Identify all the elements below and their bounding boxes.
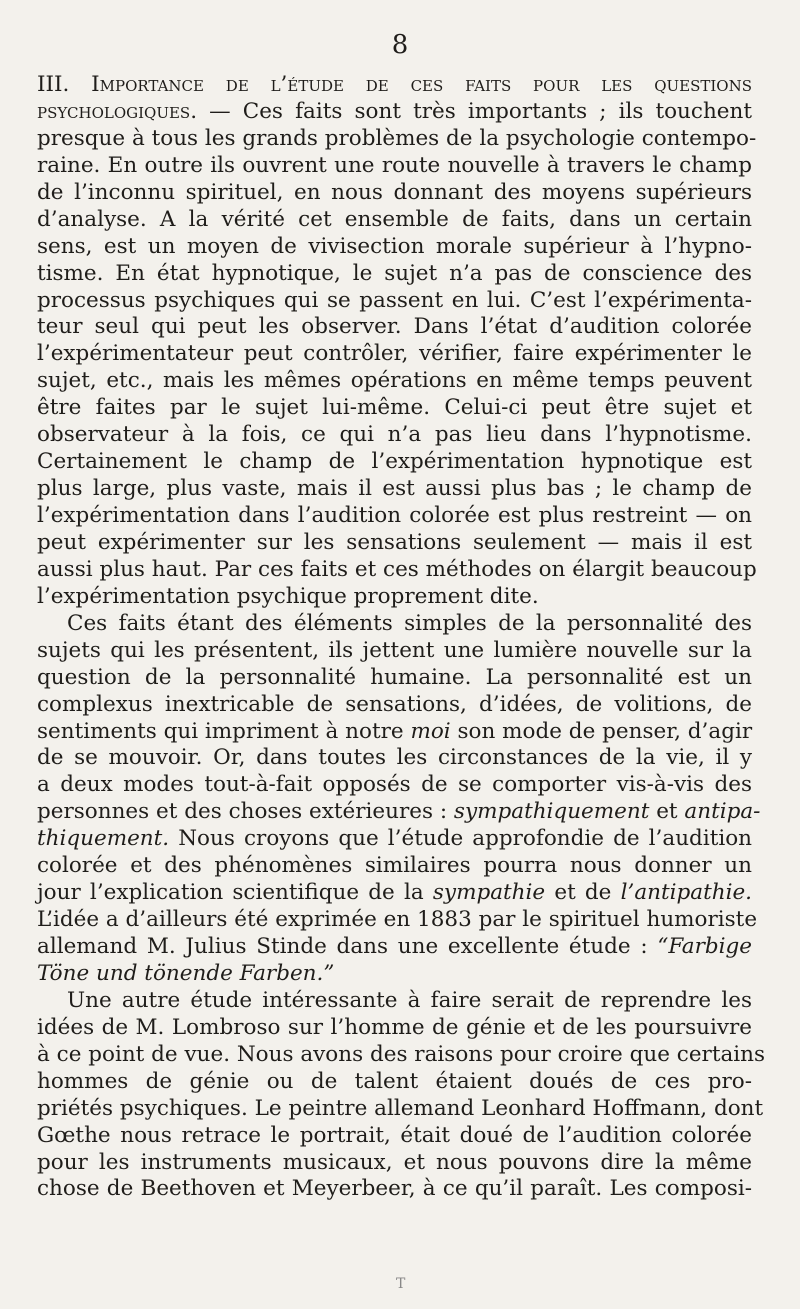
text-segment: observateur à la fois, ce qui n’a pas lieu dans l’hypnotisme. [37,422,752,448]
text-segment: Certainement le champ de l’expérimentation hypnotique est [37,449,752,475]
text-line [37,719,752,746]
body-text [37,72,766,1203]
text-line [37,72,752,99]
text-segment: de se mouvoir. Or, dans toutes les circonstances de la vie, il y [37,745,752,771]
text-segment: raine. En outre ils ouvrent une route nouvelle à travers le champ [37,152,752,178]
text-segment: personnes et des choses extérieures : [37,799,454,825]
text-segment: à ce point de vue. Nous avons des raisons pour croire que certains [37,1041,766,1067]
text-line [37,1041,766,1069]
text-segment: d’analyse. A la vérité cet ensemble de faits, dans un certain [37,206,752,232]
text-segment: teur seul qui peut les observer. Dans l’état d’audition colorée [37,314,752,340]
text-segment: priétés psychiques. Le peintre allemand Leonhard Hoffmann, dont [37,1095,764,1121]
page-number: 8 [391,30,409,60]
text-line [37,745,752,772]
footer-mark: T [396,1276,406,1292]
text-segment: question de la personnalité humaine. La personnalité est un [37,664,752,690]
text-line [37,153,752,180]
text-segment: a deux modes tout-à-fait opposés de se comporter vis-à-vis des [37,772,752,798]
text-segment: son mode de penser, d’agir [450,718,753,744]
text-line [37,961,752,988]
text-segment: Nous croyons que l’étude approfondie de l’audition [169,826,752,852]
text-line [37,799,761,826]
text-segment: l’antipathie. [620,880,753,906]
text-segment: sujet, etc., mais les mêmes opérations en même temps peuvent [37,368,752,394]
text-line [37,288,752,315]
text-segment: l’expérimentation psychique proprement dite. [37,583,539,609]
text-segment: l’expérimentation dans l’audition colorée est plus restreint — on [37,503,752,528]
text-segment: complexus inextricable de sensations, d’idées, de volitions, de [37,691,752,717]
text-segment: idées de M. Lombroso sur l’homme de génie et de les poursuivre [37,1014,752,1040]
text-segment: hommes de génie ou de talent étaient doués de ces pro- [37,1068,752,1094]
text-segment: sentiments qui impriment à notre [37,718,411,744]
text-line [37,988,752,1015]
text-line [37,1069,752,1096]
text-line [37,1015,752,1042]
text-segment: Gœthe nous retrace le portrait, était doué de l’audition colorée [37,1122,752,1148]
text-line [37,476,752,503]
text-line [37,368,752,395]
text-segment: tisme. En état hypnotique, le sujet n’a pas de conscience des [37,260,752,286]
text-line [37,395,752,422]
text-line [37,1176,752,1203]
text-segment: Töne und tönende Farben.” [37,960,335,986]
text-line [37,1123,752,1150]
text-segment: et de [545,880,621,906]
text-segment: “Farbige [657,934,752,959]
text-line [37,880,752,907]
text-segment: sens, est un moyen de vivisection morale supérieur à l’hypno- [37,233,752,259]
text-line [37,125,757,153]
text-segment: sympathie [432,880,546,906]
text-segment: presque à tous les grands problèmes de la psychologie contempo- [37,125,757,151]
text-line [37,772,752,799]
text-segment: moi [410,718,451,744]
text-segment: — Ces faits sont très importants ; ils touchent [197,98,752,124]
text-line [37,207,752,234]
text-segment: antipa- [684,799,761,825]
text-line [37,556,757,584]
text-line [37,99,752,126]
text-segment: Une autre étude intéressante à faire serait de reprendre les [67,987,752,1013]
text-segment: être faites par le sujet lui-même. Celui-ci peut être sujet et [37,395,752,421]
text-segment: plus large, plus vaste, mais il est aussi plus bas ; le champ de [37,476,752,502]
text-segment: chose de Beethoven et Meyerbeer, à ce qu’il paraît. Les composi- [37,1176,752,1202]
text-segment: jour l’explication scientifique de la [37,880,433,906]
text-line [37,180,752,207]
text-segment: processus psychiques qui se passent en lui. C’est l’expérimenta- [37,287,752,313]
text-line [37,853,752,880]
text-line [37,826,752,853]
text-segment: sujets qui les présentent, ils jettent une lumière nouvelle sur la [37,637,752,663]
text-segment: l’expérimentateur peut contrôler, vérifier, faire expérimenter le [37,341,752,367]
text-segment: colorée et des phénomènes similaires pourra nous donner un [37,853,752,879]
text-line [37,934,752,961]
text-line [37,261,752,288]
text-segment: peut expérimenter sur les sensations seulement — mais il est [37,529,752,555]
text-segment: psychologiques. [37,98,198,124]
text-line [37,611,752,638]
text-line [37,665,752,692]
text-line [37,907,758,934]
text-line [37,638,752,665]
text-line [37,449,752,476]
text-line [37,530,752,557]
text-segment: pour les instruments musicaux, et nous pouvons dire la même [37,1149,752,1175]
text-segment: III. Importance de l’étude de ces faits pour les questions [37,72,752,97]
text-line [37,234,752,261]
text-segment: allemand M. Julius Stinde dans une excellente étude : [37,934,658,959]
text-segment: L’idée a d’ailleurs été exprimée en 1883 par le spirituel humoriste [37,907,758,933]
text-line [37,1150,752,1177]
text-line [37,314,752,341]
text-line [37,1095,764,1123]
text-segment: de l’inconnu spirituel, en nous donnant des moyens supérieurs [37,179,752,205]
text-line [37,692,752,719]
text-segment: Ces faits étant des éléments simples de la personnalité des [67,610,752,636]
text-segment: et [649,799,685,825]
text-segment: thiquement. [37,826,170,852]
text-line [37,341,752,368]
text-segment: aussi plus haut. Par ces faits et ces méthodes on élargit beaucoup [37,556,757,582]
text-line [37,422,752,449]
text-segment: sympathiquement [453,799,650,825]
text-line [37,503,752,530]
text-line [37,584,752,611]
